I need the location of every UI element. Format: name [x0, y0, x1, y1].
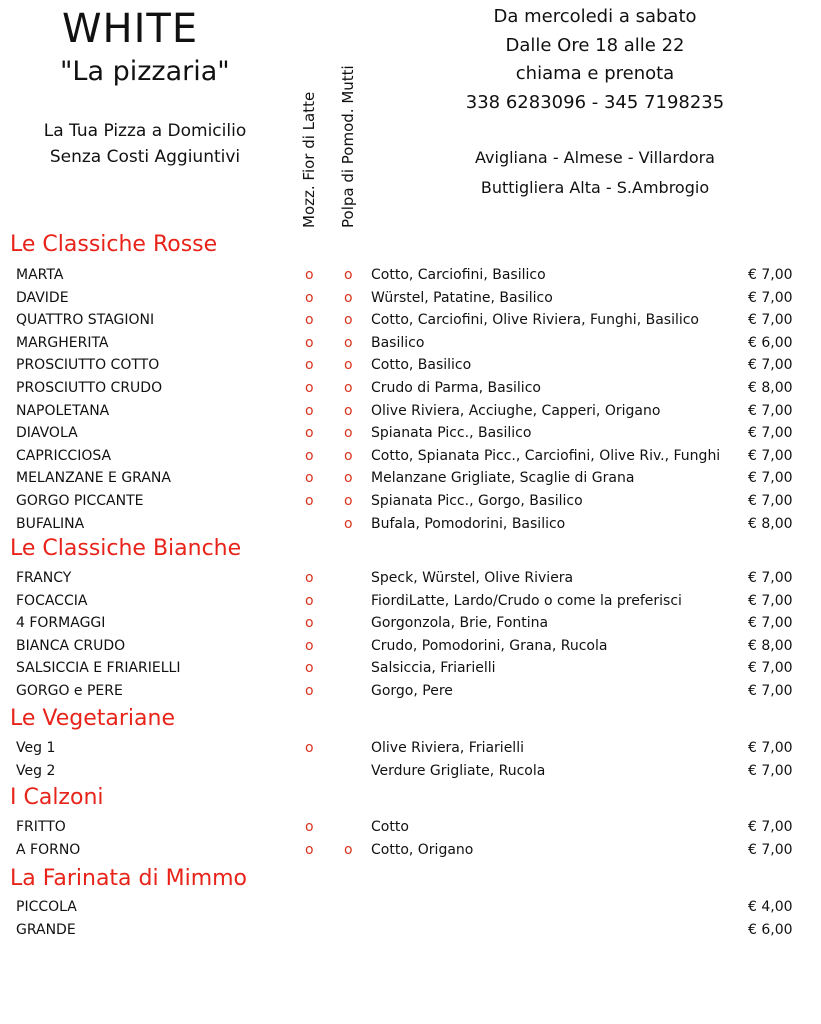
- opening-info: [420, 3, 770, 117]
- mozzarella-marker: o: [305, 570, 314, 586]
- item-price: € 6,00: [748, 921, 793, 938]
- menu-item-row: [0, 816, 821, 839]
- mozzarella-marker: o: [305, 334, 314, 351]
- menu-item-row: [0, 490, 821, 513]
- item-price: € 7,00: [748, 660, 793, 677]
- item-name: MELANZANE E GRANA: [16, 470, 171, 487]
- item-name: QUATTRO STAGIONI: [16, 312, 155, 329]
- item-price: € 7,00: [748, 615, 793, 632]
- mozzarella-marker: o: [305, 740, 314, 756]
- pomodoro-marker: o: [344, 515, 353, 532]
- item-price: € 7,00: [748, 267, 793, 283]
- item-price: € 7,00: [748, 762, 793, 779]
- menu-item-row: [0, 354, 821, 377]
- call-to-order: chiama e prenota: [515, 63, 675, 84]
- item-price: € 8,00: [748, 380, 793, 396]
- item-ingredients: Olive Riviera, Acciughe, Capperi, Origano: [371, 402, 661, 419]
- item-ingredients: Würstel, Patatine, Basilico: [371, 289, 553, 306]
- pomodoro-marker: o: [344, 267, 353, 283]
- item-price: € 7,00: [748, 402, 793, 419]
- mozzarella-marker: o: [305, 819, 314, 835]
- item-ingredients: Bufala, Pomodorini, Basilico: [371, 515, 566, 532]
- pomodoro-marker: o: [344, 470, 353, 487]
- item-price: € 6,00: [748, 334, 793, 351]
- menu-item-row: [0, 737, 821, 760]
- mozzarella-marker: o: [305, 683, 314, 699]
- mozzarella-marker: o: [305, 493, 314, 509]
- mozzarella-marker: o: [305, 380, 314, 396]
- item-name: Veg 2: [16, 762, 56, 779]
- item-name: Veg 1: [16, 740, 56, 756]
- item-ingredients: Spianata Picc., Basilico: [371, 425, 532, 442]
- item-name: SALSICCIA E FRIARIELLI: [16, 660, 181, 677]
- mozzarella-marker: o: [305, 289, 314, 306]
- menu-item-row: [0, 612, 821, 635]
- item-ingredients: Basilico: [371, 334, 425, 351]
- item-price: € 7,00: [748, 289, 793, 306]
- item-ingredients: Spianata Picc., Gorgo, Basilico: [371, 493, 583, 509]
- menu-item-row: [0, 657, 821, 680]
- menu-item-row: [0, 309, 821, 332]
- pomodoro-marker: o: [344, 334, 353, 351]
- menu-item-row: [0, 422, 821, 445]
- menu-item-row: [0, 287, 821, 310]
- item-ingredients: Cotto, Basilico: [371, 357, 472, 374]
- item-name: PROSCIUTTO CRUDO: [16, 380, 163, 396]
- item-ingredients: Gorgonzola, Brie, Fontina: [371, 615, 549, 632]
- item-price: € 8,00: [748, 637, 793, 654]
- menu-item-row: [0, 567, 821, 590]
- section-title: La Farinata di Mimmo: [10, 866, 248, 891]
- menu-item-row: [0, 760, 821, 783]
- mozzarella-marker: o: [305, 637, 314, 654]
- item-price: € 4,00: [748, 899, 793, 915]
- column-header-pomodoro: Polpa di Pomod. Mutti: [339, 65, 357, 228]
- item-name: PICCOLA: [16, 899, 77, 915]
- mozzarella-marker: o: [305, 660, 314, 677]
- menu-item-row: [0, 332, 821, 355]
- item-name: MARGHERITA: [16, 334, 109, 351]
- section-title: Le Classiche Rosse: [10, 232, 218, 257]
- item-price: € 7,00: [748, 470, 793, 487]
- item-ingredients: Crudo, Pomodorini, Grana, Rucola: [371, 637, 608, 654]
- item-name: FOCACCIA: [16, 592, 88, 609]
- item-name: CAPRICCIOSA: [16, 447, 112, 464]
- item-price: € 7,00: [748, 819, 793, 835]
- pomodoro-marker: o: [344, 841, 353, 858]
- item-ingredients: Crudo di Parma, Basilico: [371, 380, 541, 396]
- item-ingredients: FiordiLatte, Lardo/Crudo o come la preferisci: [371, 592, 682, 609]
- section-title: Le Vegetariane: [10, 706, 175, 731]
- phone-numbers: 338 6283096 - 345 7198235: [465, 91, 725, 113]
- pomodoro-marker: o: [344, 402, 353, 419]
- mozzarella-marker: o: [305, 841, 314, 858]
- item-ingredients: Olive Riviera, Friarielli: [371, 740, 524, 756]
- mozzarella-marker: o: [305, 447, 314, 464]
- pomodoro-marker: o: [344, 380, 353, 396]
- towns-line: Buttigliera Alta - S.Ambrogio: [480, 178, 710, 197]
- item-name: 4 FORMAGGI: [16, 615, 106, 632]
- item-name: GORGO e PERE: [16, 683, 123, 699]
- pomodoro-marker: o: [344, 447, 353, 464]
- item-name: A FORNO: [16, 841, 81, 858]
- item-ingredients: Speck, Würstel, Olive Riviera: [371, 570, 574, 586]
- menu-item-row: [0, 680, 821, 703]
- item-name: MARTA: [16, 267, 64, 283]
- item-ingredients: Cotto, Spianata Picc., Carciofini, Olive Riv., Funghi: [371, 447, 721, 464]
- column-header-mozzarella: Mozz. Fior di Latte: [300, 91, 318, 228]
- towns-line: Avigliana - Almese - Villardora: [475, 148, 715, 167]
- item-price: € 7,00: [748, 493, 793, 509]
- item-ingredients: Cotto, Origano: [371, 841, 474, 858]
- menu-item-row: [0, 467, 821, 490]
- item-name: DAVIDE: [16, 289, 69, 306]
- item-price: € 7,00: [748, 447, 793, 464]
- brand-title: WHITE: [62, 6, 199, 52]
- menu-item-row: [0, 839, 821, 862]
- delivery-towns: [420, 143, 770, 203]
- section-title: Le Classiche Bianche: [10, 536, 242, 561]
- mozzarella-marker: o: [305, 357, 314, 374]
- mozzarella-marker: o: [305, 615, 314, 632]
- item-price: € 7,00: [748, 312, 793, 329]
- item-price: € 7,00: [748, 357, 793, 374]
- menu-item-row: [0, 400, 821, 423]
- menu-item-row: [0, 377, 821, 400]
- item-ingredients: Verdure Grigliate, Rucola: [371, 762, 546, 779]
- item-name: FRANCY: [16, 570, 72, 586]
- tagline: [0, 118, 290, 170]
- item-ingredients: Cotto: [371, 819, 409, 835]
- menu-item-row: [0, 919, 821, 942]
- menu-item-row: [0, 513, 821, 536]
- opening-days: Da mercoledi a sabato: [493, 6, 697, 27]
- item-name: NAPOLETANA: [16, 402, 110, 419]
- item-name: GRANDE: [16, 921, 76, 938]
- item-price: € 7,00: [748, 425, 793, 442]
- mozzarella-marker: o: [305, 402, 314, 419]
- item-name: PROSCIUTTO COTTO: [16, 357, 160, 374]
- menu-item-row: [0, 635, 821, 658]
- item-ingredients: Cotto, Carciofini, Basilico: [371, 267, 546, 283]
- item-price: € 7,00: [748, 841, 793, 858]
- menu-item-row: [0, 445, 821, 468]
- mozzarella-marker: o: [305, 470, 314, 487]
- pomodoro-marker: o: [344, 425, 353, 442]
- tagline-line: Senza Costi Aggiuntivi: [49, 147, 241, 167]
- item-name: GORGO PICCANTE: [16, 493, 144, 509]
- item-ingredients: Gorgo, Pere: [371, 683, 453, 699]
- item-ingredients: Cotto, Carciofini, Olive Riviera, Funghi, Basilico: [371, 312, 700, 329]
- item-price: € 8,00: [748, 515, 793, 532]
- pomodoro-marker: o: [344, 357, 353, 374]
- mozzarella-marker: o: [305, 312, 314, 329]
- item-name: BIANCA CRUDO: [16, 637, 126, 654]
- item-price: € 7,00: [748, 592, 793, 609]
- tagline-line: La Tua Pizza a Domicilio: [43, 121, 247, 141]
- menu-item-row: [0, 264, 821, 287]
- item-ingredients: Salsiccia, Friarielli: [371, 660, 496, 677]
- item-name: FRITTO: [16, 819, 66, 835]
- menu-item-row: [0, 590, 821, 613]
- menu-item-row: [0, 896, 821, 919]
- brand-subtitle: "La pizzaria": [60, 56, 230, 87]
- section-title: I Calzoni: [10, 785, 104, 810]
- mozzarella-marker: o: [305, 592, 314, 609]
- item-ingredients: Melanzane Grigliate, Scaglie di Grana: [371, 470, 635, 487]
- item-price: € 7,00: [748, 683, 793, 699]
- mozzarella-marker: o: [305, 425, 314, 442]
- mozzarella-marker: o: [305, 267, 314, 283]
- pomodoro-marker: o: [344, 493, 353, 509]
- item-name: DIAVOLA: [16, 425, 78, 442]
- pomodoro-marker: o: [344, 312, 353, 329]
- item-price: € 7,00: [748, 740, 793, 756]
- opening-hours: Dalle Ore 18 alle 22: [505, 34, 685, 56]
- item-name: BUFALINA: [16, 515, 85, 532]
- item-price: € 7,00: [748, 570, 793, 586]
- pomodoro-marker: o: [344, 289, 353, 306]
